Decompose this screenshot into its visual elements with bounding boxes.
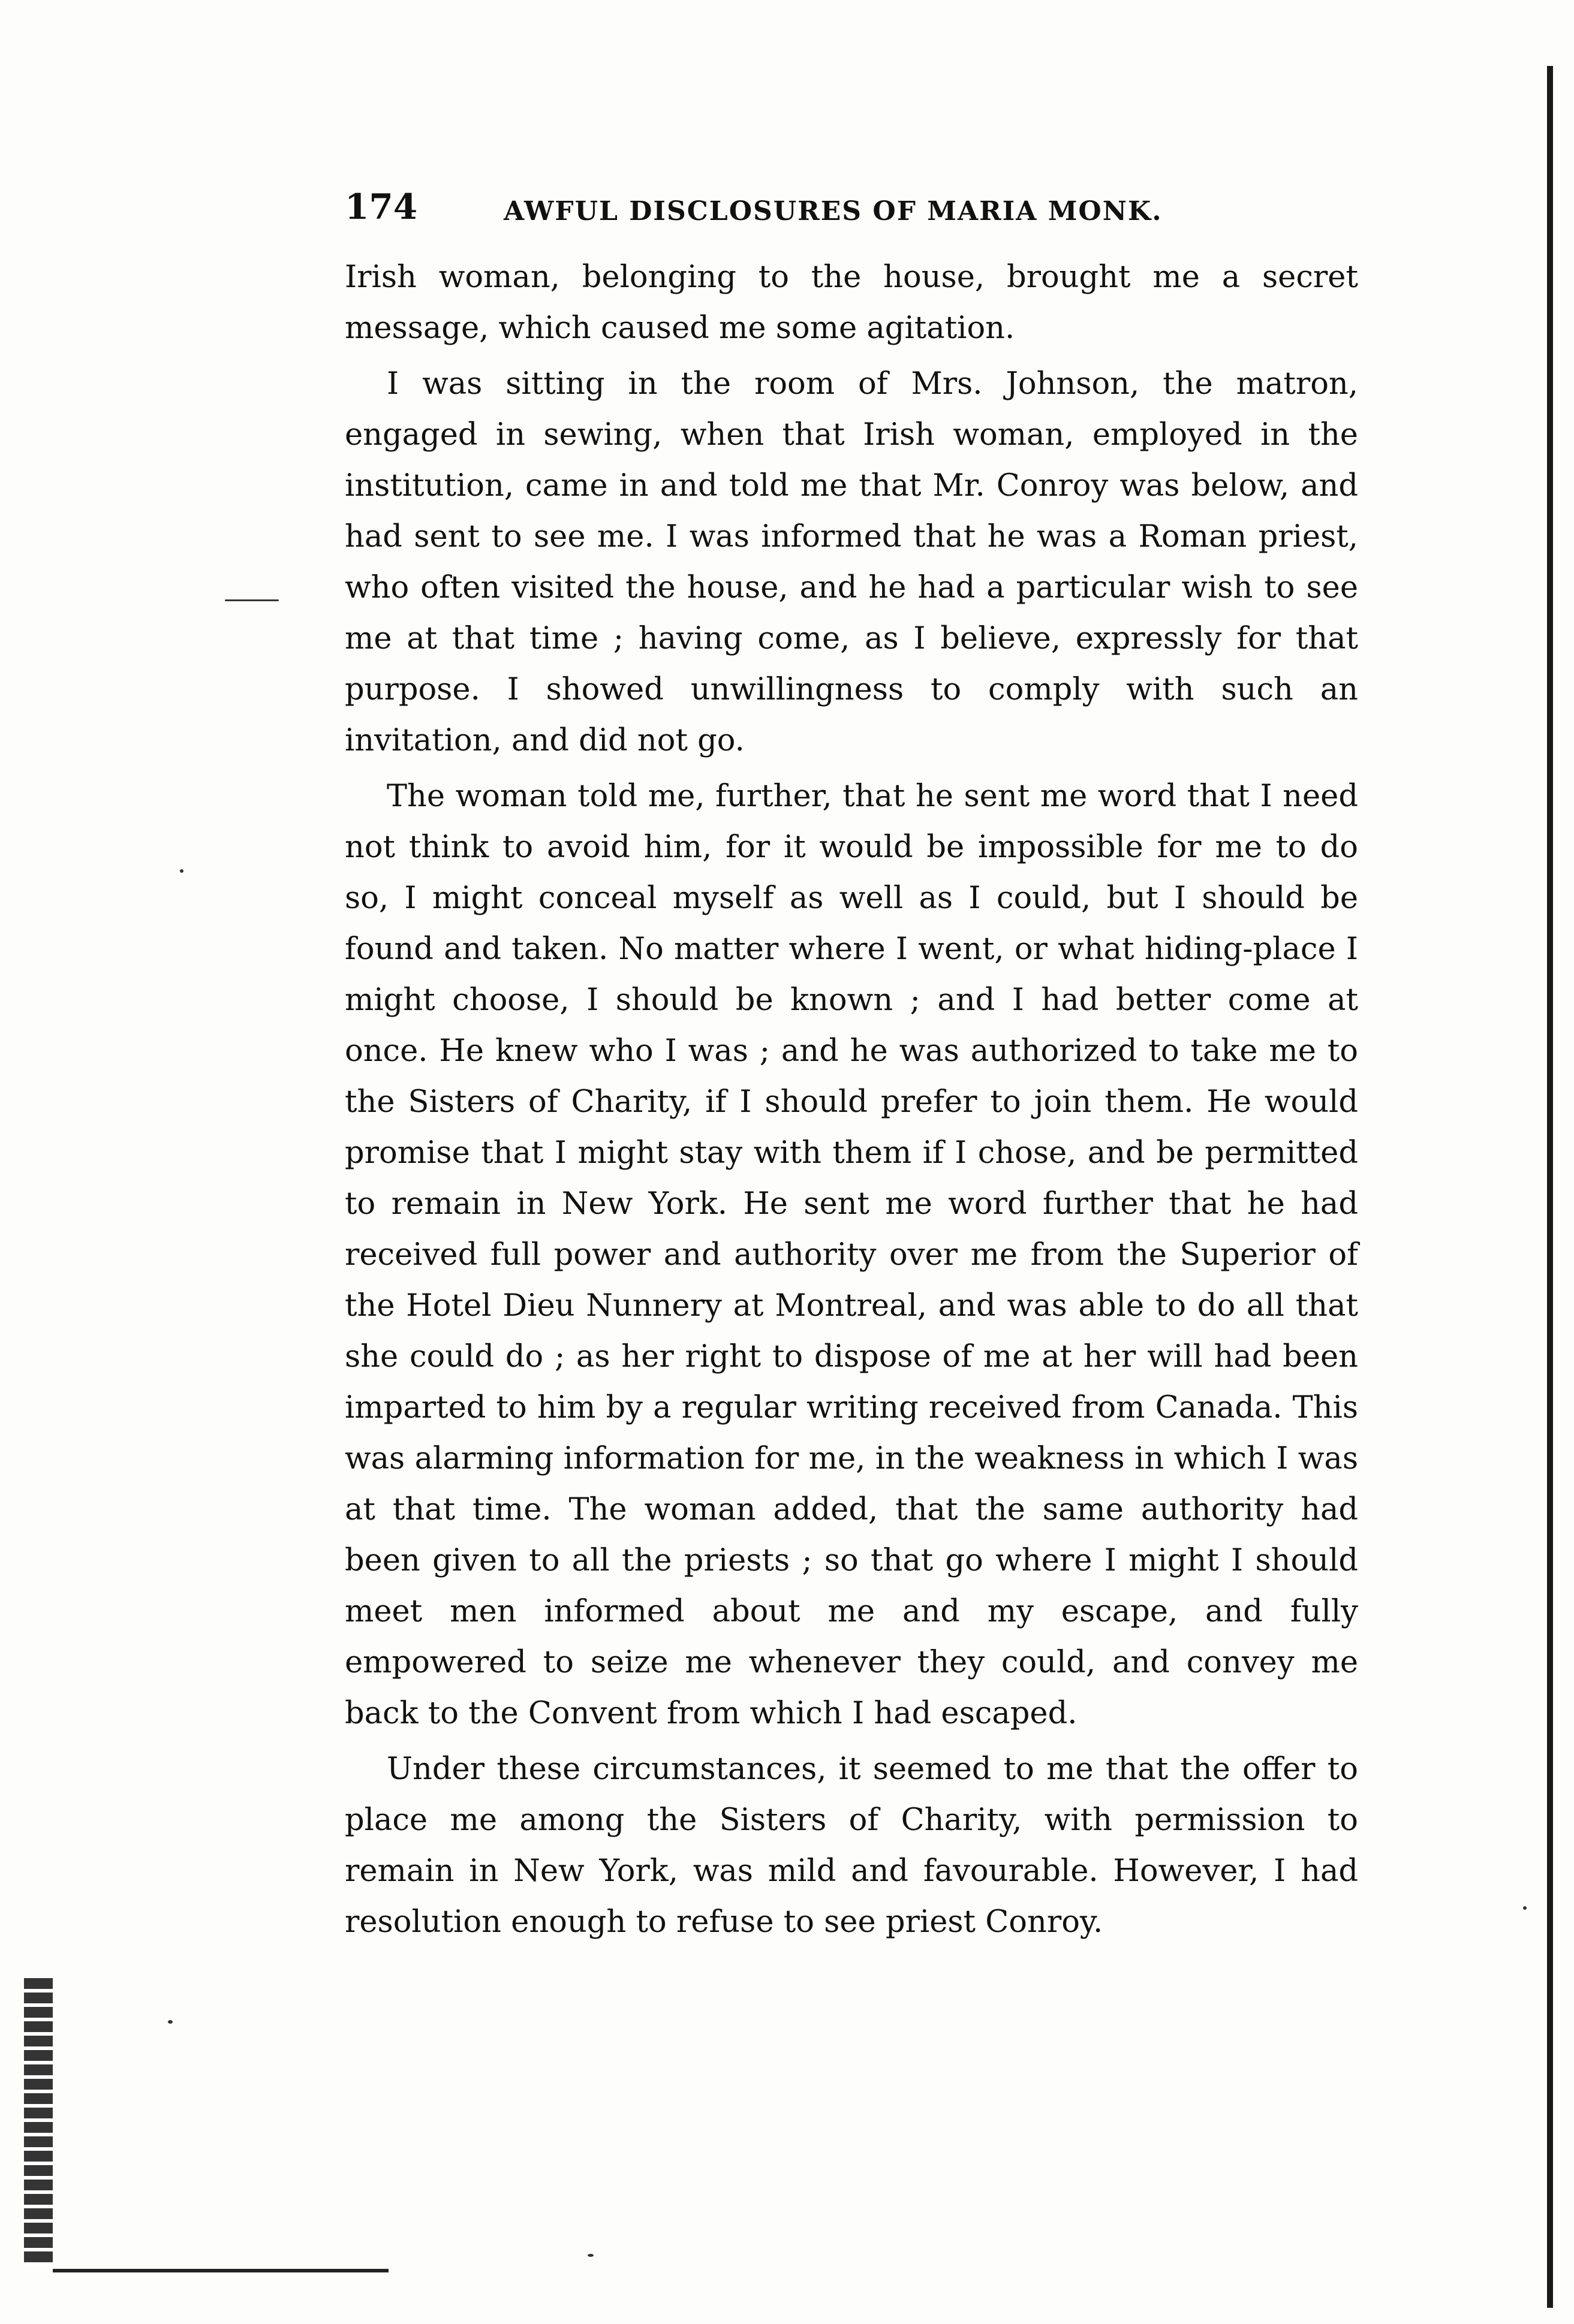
scan-speck (225, 599, 279, 601)
running-head: AWFUL DISCLOSURES OF MARIA MONK. (504, 196, 1163, 227)
paragraph: Irish woman, belonging to the house, brought me a secret message, which caused me some agitation. (345, 260, 1358, 346)
scan-speck (168, 2020, 173, 2024)
paragraph: I was sitting in the room of Mrs. Johnson, the matron, engaged in sewing, when that Irish woman, employed in the institution, came in and told me that Mr. Conroy was below, and had sent to see me. I was informed that he was a Roman priest, who often visited the house, and he had a particular wish to see me at that time ; having come, as I believe, expressly for that purpose. I showed unwillingness to comply with such an invitation, and did not go. (345, 366, 1358, 758)
scan-right-edge (1547, 66, 1553, 2308)
body-text (345, 252, 1358, 1948)
scan-speck (180, 869, 183, 873)
paragraph: The woman told me, further, that he sent me word that I need not think to avoid him, for it would be impossible for me to do so, I might conceal myself as well as I could, but I should be found and taken. No matter where I went, or what hiding-place I might choose, I should be known ; and I had better come at once. He knew who I was ; and he was authorized to take me to the Sisters of Charity, if I should prefer to join them. He would promise that I might stay with them if I chose, and be permitted to remain in New York. He sent me word further that he had received full power and authority over me from the Superior of the Hotel Dieu Nunnery at Montreal, and was able to do all that she could do ; as her right to dispose of me at her will had been imparted to him by a regular writing received from Canada. This was alarming information for me, in the weakness in which I was at that time. The woman added, that the same authority had been given to all the priests ; so that go where I might I should meet men informed about me and my escape, and fully empowered to seize me whenever they could, and convey me back to the Convent from which I had escaped. (345, 779, 1358, 1731)
page-number: 174 (345, 186, 418, 227)
scan-speck (588, 2254, 594, 2257)
page-header (345, 180, 1364, 234)
paragraph: Under these circumstances, it seemed to me that the offer to place me among the Sisters of Charity, with permission to remain in New York, was mild and favourable. However, I had resolution enough to refuse to see priest Conroy. (345, 1752, 1358, 1940)
scan-bottom-edge (53, 2269, 389, 2272)
scan-binding-shadow (24, 1978, 53, 2266)
scan-speck (1523, 1906, 1527, 1910)
